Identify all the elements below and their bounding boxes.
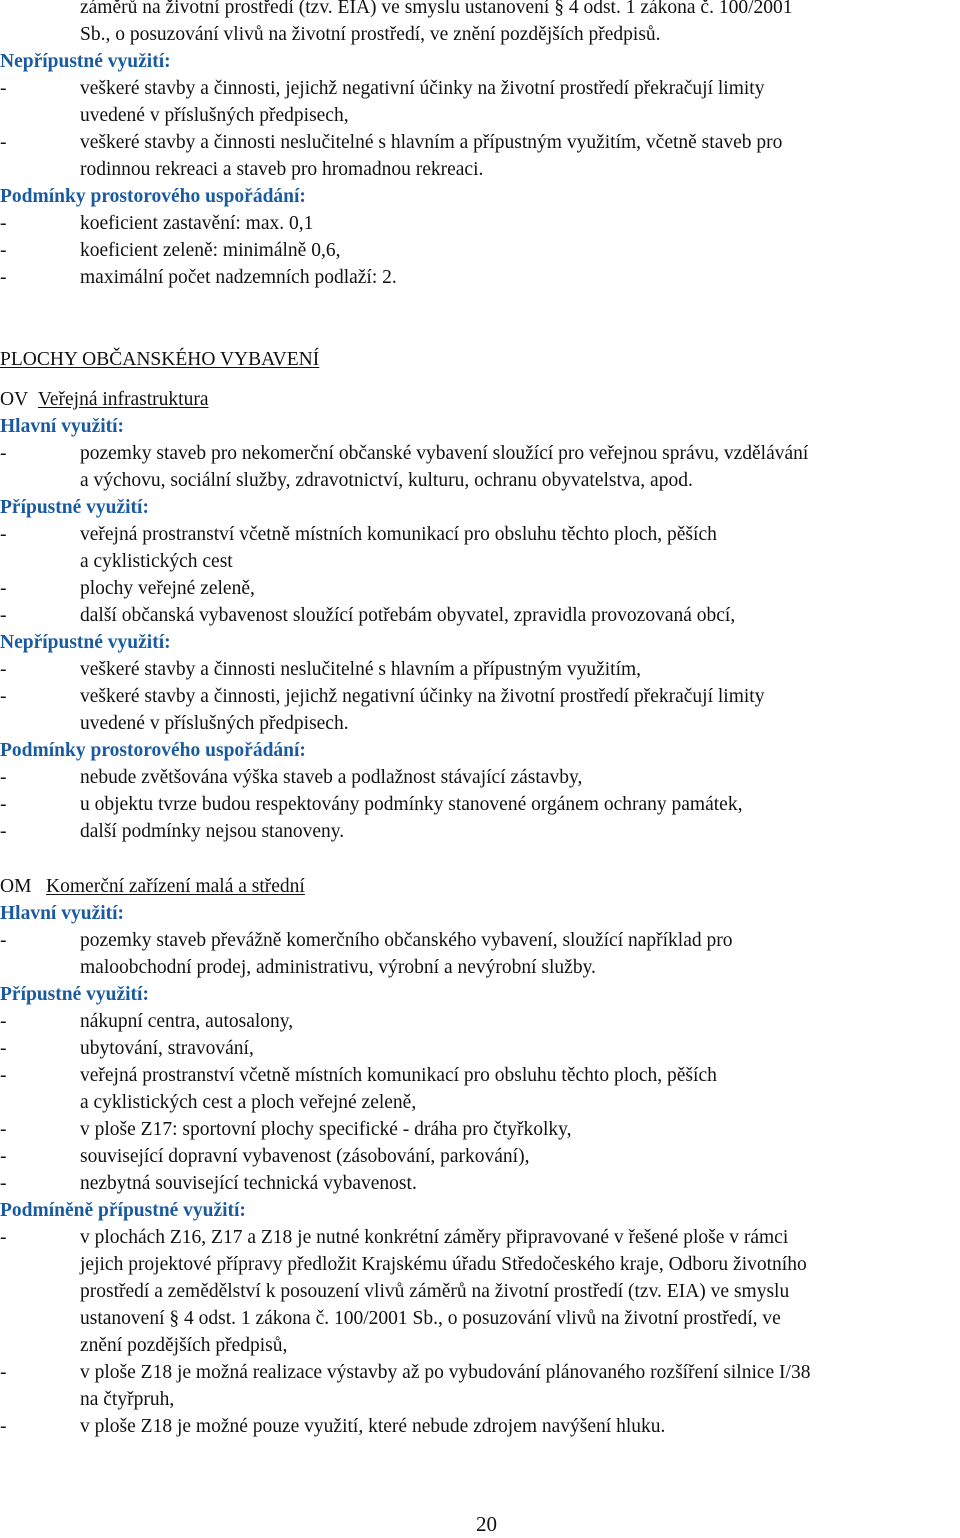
bullet-dash: - bbox=[0, 659, 7, 680]
heading-podminky-top: Podmínky prostorového uspořádání: bbox=[0, 186, 306, 207]
bullet-dash: - bbox=[0, 1416, 7, 1437]
bullet-dash: - bbox=[0, 132, 7, 153]
bullet-dash: - bbox=[0, 821, 7, 842]
heading-neprip-top: Nepřípustné využití: bbox=[0, 51, 171, 72]
bullet-dash: - bbox=[0, 1362, 7, 1383]
list-item-text: nezbytná související technická vybavenost. bbox=[80, 1173, 417, 1194]
list-item-text: v ploše Z18 je možná realizace výstavby až po vybudování plánovaného rozšíření silnice I/38 bbox=[80, 1362, 811, 1383]
section-title: PLOCHY OBČANSKÉHO VYBAVENÍ bbox=[0, 349, 320, 370]
list-item-text: a cyklistických cest bbox=[80, 551, 233, 572]
subsection-heading-om bbox=[0, 873, 305, 900]
bullet-dash: - bbox=[0, 930, 7, 951]
section-name: Veřejná infrastruktura bbox=[37, 389, 209, 410]
heading-podm-prip-om: Podmíněně přípustné využití: bbox=[0, 1200, 246, 1221]
list-item-text: prostředí a zemědělství k posouzení vlivů záměrů na životní prostředí (tzv. EIA) ve smyslu bbox=[80, 1281, 790, 1302]
bullet-dash: - bbox=[0, 1173, 7, 1194]
list-item-text: znění pozdějších předpisů, bbox=[80, 1335, 288, 1356]
bullet-dash: - bbox=[0, 1119, 7, 1140]
list-item-text: uvedené v příslušných předpisech. bbox=[80, 713, 349, 734]
heading-prip-ov: Přípustné využití: bbox=[0, 497, 149, 518]
bullet-dash: - bbox=[0, 1038, 7, 1059]
list-item-text: a výchovu, sociální služby, zdravotnictví, kulturu, ochranu obyvatelstva, apod. bbox=[80, 470, 693, 491]
subsection-heading-ov bbox=[0, 386, 208, 413]
text-line: Sb., o posuzování vlivů na životní prostředí, ve znění pozdějších předpisů. bbox=[80, 24, 661, 45]
list-item-text: jejich projektové přípravy předložit Krajskému úřadu Středočeského kraje, Odboru životního bbox=[80, 1254, 807, 1275]
heading-hlavni-ov: Hlavní využití: bbox=[0, 416, 125, 437]
bullet-dash: - bbox=[0, 794, 7, 815]
list-item-text: veškeré stavby a činnosti neslučitelné s hlavním a přípustným využitím, včetně staveb pro bbox=[80, 132, 783, 153]
list-item-text: v ploše Z17: sportovní plochy specifické - dráha pro čtyřkolky, bbox=[80, 1119, 572, 1140]
list-item-text: nebude zvětšována výška staveb a podlažnost stávající zástavby, bbox=[80, 767, 583, 788]
bullet-dash: - bbox=[0, 767, 7, 788]
bullet-dash: - bbox=[0, 267, 7, 288]
list-item-text: další občanská vybavenost sloužící potřebám obyvatel, zpravidla provozovaná obcí, bbox=[80, 605, 736, 626]
list-item-text: plochy veřejné zeleně, bbox=[80, 578, 255, 599]
list-item-text: koeficient zeleně: minimálně 0,6, bbox=[80, 240, 341, 261]
bullet-dash: - bbox=[0, 524, 7, 545]
list-item-text: další podmínky nejsou stanoveny. bbox=[80, 821, 345, 842]
bullet-dash: - bbox=[0, 605, 7, 626]
text-line: záměrů na životní prostředí (tzv. EIA) ve smyslu ustanovení § 4 odst. 1 zákona č. 100/2001 bbox=[80, 0, 793, 18]
heading-hlavni-om: Hlavní využití: bbox=[0, 903, 125, 924]
list-item-text: rodinnou rekreaci a staveb pro hromadnou rekreaci. bbox=[80, 159, 484, 180]
list-item-text: veškeré stavby a činnosti, jejichž negativní účinky na životní prostředí překračují limity bbox=[80, 78, 765, 99]
list-item-text: veřejná prostranství včetně místních komunikací pro obsluhu těchto ploch, pěších bbox=[80, 524, 717, 545]
list-item-text: ubytování, stravování, bbox=[80, 1038, 254, 1059]
list-item-text: ustanovení § 4 odst. 1 zákona č. 100/2001 Sb., o posuzování vlivů na životní prostředí, ve bbox=[80, 1308, 781, 1329]
page-number: 20 bbox=[476, 1512, 497, 1536]
list-item-text: pozemky staveb pro nekomerční občanské vybavení sloužící pro veřejnou správu, vzdělávání bbox=[80, 443, 809, 464]
list-item-text: koeficient zastavění: max. 0,1 bbox=[80, 213, 314, 234]
bullet-dash: - bbox=[0, 1011, 7, 1032]
list-item-text: veškeré stavby a činnosti neslučitelné s hlavním a přípustným využitím, bbox=[80, 659, 642, 680]
bullet-dash: - bbox=[0, 578, 7, 599]
list-item-text: související dopravní vybavenost (zásobování, parkování), bbox=[80, 1146, 530, 1167]
bullet-dash: - bbox=[0, 1065, 7, 1086]
bullet-dash: - bbox=[0, 213, 7, 234]
section-code: OM bbox=[0, 876, 32, 897]
list-item-text: veřejná prostranství včetně místních komunikací pro obsluhu těchto ploch, pěších bbox=[80, 1065, 717, 1086]
list-item-text: uvedené v příslušných předpisech, bbox=[80, 105, 349, 126]
heading-podminky-ov: Podmínky prostorového uspořádání: bbox=[0, 740, 306, 761]
list-item-text: maloobchodní prodej, administrativu, výrobní a nevýrobní služby. bbox=[80, 957, 596, 978]
list-item-text: pozemky staveb převážně komerčního občanského vybavení, sloužící například pro bbox=[80, 930, 733, 951]
list-item-text: a cyklistických cest a ploch veřejné zeleně, bbox=[80, 1092, 417, 1113]
bullet-dash: - bbox=[0, 1146, 7, 1167]
list-item-text: veškeré stavby a činnosti, jejichž negativní účinky na životní prostředí překračují limity bbox=[80, 686, 765, 707]
section-name: Komerční zařízení malá a střední bbox=[46, 876, 305, 897]
list-item-text: na čtyřpruh, bbox=[80, 1389, 175, 1410]
section-code: OV bbox=[0, 389, 29, 410]
bullet-dash: - bbox=[0, 240, 7, 261]
bullet-dash: - bbox=[0, 686, 7, 707]
heading-neprip-ov: Nepřípustné využití: bbox=[0, 632, 171, 653]
list-item-text: nákupní centra, autosalony, bbox=[80, 1011, 294, 1032]
list-item-text: v ploše Z18 je možné pouze využití, které nebude zdrojem navýšení hluku. bbox=[80, 1416, 666, 1437]
bullet-dash: - bbox=[0, 78, 7, 99]
bullet-dash: - bbox=[0, 443, 7, 464]
list-item-text: u objektu tvrze budou respektovány podmínky stanovené orgánem ochrany památek, bbox=[80, 794, 743, 815]
list-item-text: v plochách Z16, Z17 a Z18 je nutné konkrétní záměry připravované v řešené ploše v rámci bbox=[80, 1227, 789, 1248]
bullet-dash: - bbox=[0, 1227, 7, 1248]
heading-prip-om: Přípustné využití: bbox=[0, 984, 149, 1005]
list-item-text: maximální počet nadzemních podlaží: 2. bbox=[80, 267, 397, 288]
